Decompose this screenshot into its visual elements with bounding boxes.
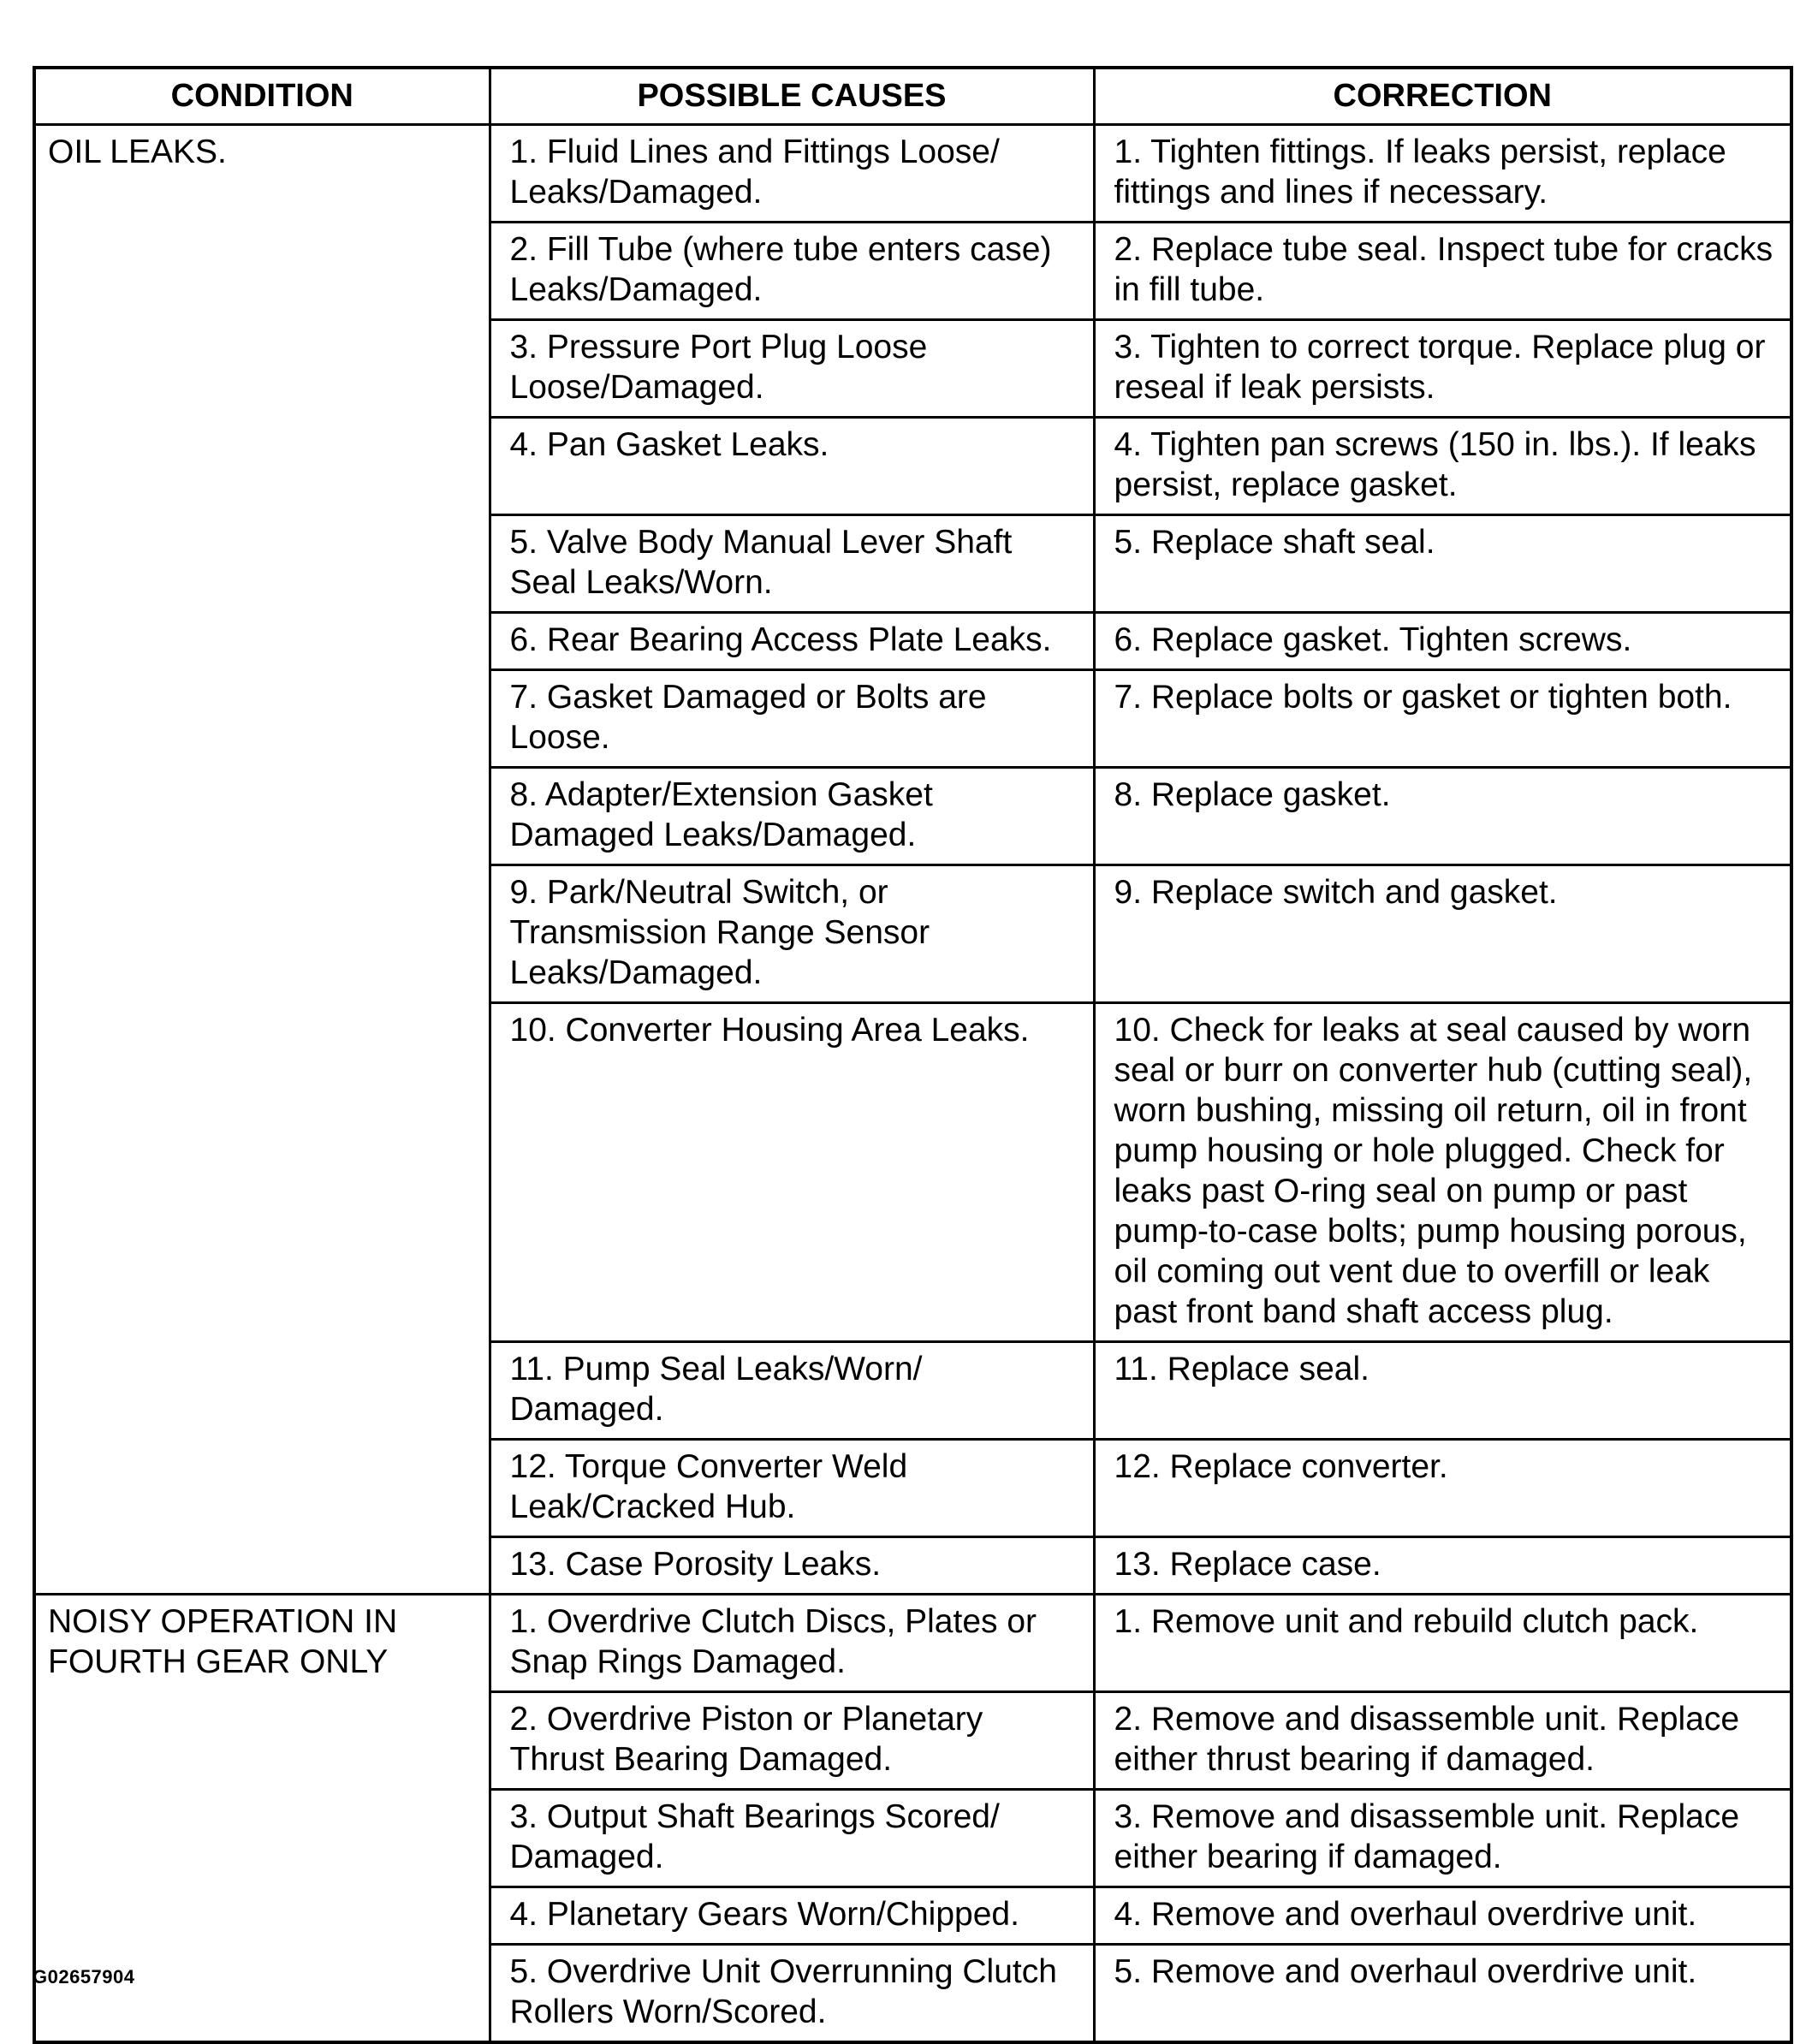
cause-cell: 4. Pan Gasket Leaks. bbox=[490, 418, 1094, 515]
correction-cell: 10. Check for leaks at seal caused by worn seal or burr on converter hub (cutting seal), worn bushing, missing oil return, oil in front pump housing or hole plugged. Check for leaks past O-ring seal on pump or past pump-to-case bolts; pump housing porous, oil coming out vent due to overfill or leak past front band shaft access plug. bbox=[1094, 1003, 1791, 1342]
cause-cell: 4. Planetary Gears Worn/Chipped. bbox=[490, 1887, 1094, 1945]
correction-cell: 4. Remove and overhaul overdrive unit. bbox=[1094, 1887, 1791, 1945]
cause-cell: 10. Converter Housing Area Leaks. bbox=[490, 1003, 1094, 1342]
correction-cell: 6. Replace gasket. Tighten screws. bbox=[1094, 613, 1791, 670]
possible-causes-header: POSSIBLE CAUSES bbox=[490, 68, 1094, 125]
correction-cell: 8. Replace gasket. bbox=[1094, 768, 1791, 865]
condition-header: CONDITION bbox=[34, 68, 490, 125]
cause-cell: 3. Output Shaft Bearings Scored/ Damaged. bbox=[490, 1790, 1094, 1887]
cause-cell: 3. Pressure Port Plug Loose Loose/Damaged. bbox=[490, 320, 1094, 418]
correction-cell: 13. Replace case. bbox=[1094, 1537, 1791, 1595]
cause-cell: 9. Park/Neutral Switch, or Transmission Range Sensor Leaks/Damaged. bbox=[490, 865, 1094, 1003]
correction-cell: 5. Replace shaft seal. bbox=[1094, 515, 1791, 613]
correction-cell: 1. Tighten fittings. If leaks persist, replace fittings and lines if necessary. bbox=[1094, 125, 1791, 223]
table-row bbox=[34, 125, 1791, 223]
correction-cell: 5. Remove and overhaul overdrive unit. bbox=[1094, 1945, 1791, 2043]
cause-cell: 1. Overdrive Clutch Discs, Plates or Snap Rings Damaged. bbox=[490, 1595, 1094, 1692]
cause-cell: 8. Adapter/Extension Gasket Damaged Leaks/Damaged. bbox=[490, 768, 1094, 865]
cause-cell: 12. Torque Converter Weld Leak/Cracked Hub. bbox=[490, 1440, 1094, 1537]
cause-cell: 2. Overdrive Piston or Planetary Thrust Bearing Damaged. bbox=[490, 1692, 1094, 1790]
cause-cell: 1. Fluid Lines and Fittings Loose/ Leaks/Damaged. bbox=[490, 125, 1094, 223]
correction-header: CORRECTION bbox=[1094, 68, 1791, 125]
correction-cell: 3. Remove and disassemble unit. Replace either bearing if damaged. bbox=[1094, 1790, 1791, 1887]
cause-cell: 11. Pump Seal Leaks/Worn/ Damaged. bbox=[490, 1342, 1094, 1440]
diagnosis-table bbox=[33, 66, 1793, 2044]
header-row bbox=[34, 68, 1791, 125]
correction-cell: 1. Remove unit and rebuild clutch pack. bbox=[1094, 1595, 1791, 1692]
cause-cell: 13. Case Porosity Leaks. bbox=[490, 1537, 1094, 1595]
condition-cell: OIL LEAKS. bbox=[34, 125, 490, 1595]
cause-cell: 2. Fill Tube (where tube enters case) Leaks/Damaged. bbox=[490, 223, 1094, 320]
condition-cell: NOISY OPERATION IN FOURTH GEAR ONLY bbox=[34, 1595, 490, 2043]
cause-cell: 7. Gasket Damaged or Bolts are Loose. bbox=[490, 670, 1094, 768]
table-row bbox=[34, 1595, 1791, 1692]
correction-cell: 9. Replace switch and gasket. bbox=[1094, 865, 1791, 1003]
correction-cell: 4. Tighten pan screws (150 in. lbs.). If leaks persist, replace gasket. bbox=[1094, 418, 1791, 515]
correction-cell: 2. Remove and disassemble unit. Replace either thrust bearing if damaged. bbox=[1094, 1692, 1791, 1790]
correction-cell: 7. Replace bolts or gasket or tighten both. bbox=[1094, 670, 1791, 768]
figure-id: G02657904 bbox=[33, 1966, 135, 1988]
correction-cell: 2. Replace tube seal. Inspect tube for cracks in fill tube. bbox=[1094, 223, 1791, 320]
table-body bbox=[34, 125, 1791, 2043]
correction-cell: 3. Tighten to correct torque. Replace plug or reseal if leak persists. bbox=[1094, 320, 1791, 418]
cause-cell: 5. Valve Body Manual Lever Shaft Seal Leaks/Worn. bbox=[490, 515, 1094, 613]
cause-cell: 6. Rear Bearing Access Plate Leaks. bbox=[490, 613, 1094, 670]
correction-cell: 11. Replace seal. bbox=[1094, 1342, 1791, 1440]
correction-cell: 12. Replace converter. bbox=[1094, 1440, 1791, 1537]
cause-cell: 5. Overdrive Unit Overrunning Clutch Rollers Worn/Scored. bbox=[490, 1945, 1094, 2043]
